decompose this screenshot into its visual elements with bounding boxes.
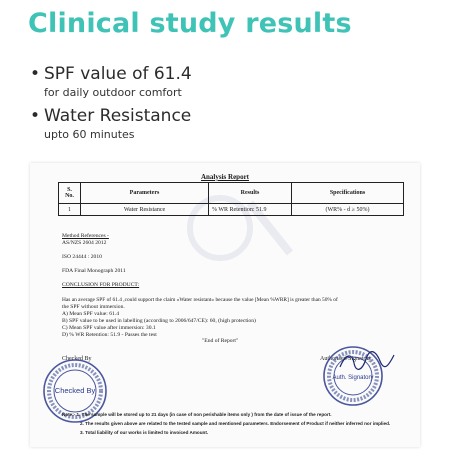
conclusion-label: CONCLUSION FOR PRODUCT:: [62, 282, 140, 288]
stamp-left-text: Checked By: [54, 386, 96, 395]
method-ref-3: FDA Final Monograph 2011: [62, 268, 126, 274]
conclusion-line-1: Has an average SPF of 61.4 ,could support the claim «Water resistant» because the value [Mean %WRR] is greater than 50% of: [62, 297, 338, 303]
header-specifications: Specifications: [292, 183, 404, 204]
cell-specification: (WR% - d ≥ 50%): [292, 204, 404, 216]
note-1: Note:- 1. The sample will be stored up to 21 days (in case of non perishable items only ) from the date of issue of the report.: [62, 412, 332, 417]
method-ref-1: AS/NZS 2604 2012: [62, 240, 107, 246]
bullet-water-resistance: [30, 106, 191, 141]
cell-sno: 1: [59, 204, 81, 216]
checked-by-label: Checked By: [62, 356, 92, 362]
note-2: 2. The results given above are related to the tested sample and mentioned parameters. Endorsement of Product if neither inferred nor implied.: [80, 421, 391, 426]
cell-result: % WR Retention: 51.9: [209, 204, 292, 216]
header-results: Results: [209, 183, 292, 204]
analysis-report-document: [30, 163, 420, 447]
finding-d: D) % WR Retention: 51.9 - Passes the test: [62, 332, 157, 338]
method-references-label: Method References -: [62, 233, 109, 239]
end-of-report: "End of Report": [202, 338, 239, 344]
method-ref-2: ISO 24444 : 2010: [62, 254, 102, 260]
bullet-spf-main: • SPF value of 61.4: [30, 64, 192, 84]
report-heading: Analysis Report: [200, 173, 250, 181]
results-table: [58, 182, 404, 216]
header-parameters: Parameters: [81, 183, 209, 204]
header-sno: S. No.: [59, 183, 81, 204]
bullet-water-sub: upto 60 minutes: [44, 128, 135, 141]
bullet-spf: [30, 64, 192, 99]
finding-a: A) Mean SPF value: 61.4: [62, 311, 120, 317]
note-3: 3. Total liability of our works is limited to invoiced Amount.: [80, 430, 209, 435]
conclusion-line-2: the SPF without immersion.: [62, 304, 125, 310]
table-header-row: [59, 183, 404, 204]
stamp-right-text: Auth. Signatory: [332, 375, 374, 381]
table-row: [59, 204, 404, 216]
bullet-water-main: • Water Resistance: [30, 106, 191, 126]
finding-b: B) SPF value to be used in labelling (according to 2006/647/CE): 60, (high protection): [62, 318, 256, 324]
signature-icon: [336, 349, 396, 373]
page-title: Clinical study results: [28, 8, 352, 39]
authorised-signatory-label: Authorised Signatory: [320, 356, 372, 362]
cell-parameter: Water Resistance: [81, 204, 209, 216]
bullet-spf-sub: for daily outdoor comfort: [44, 86, 182, 99]
finding-c: C) Mean SPF value after immersion: 30.1: [62, 325, 156, 331]
